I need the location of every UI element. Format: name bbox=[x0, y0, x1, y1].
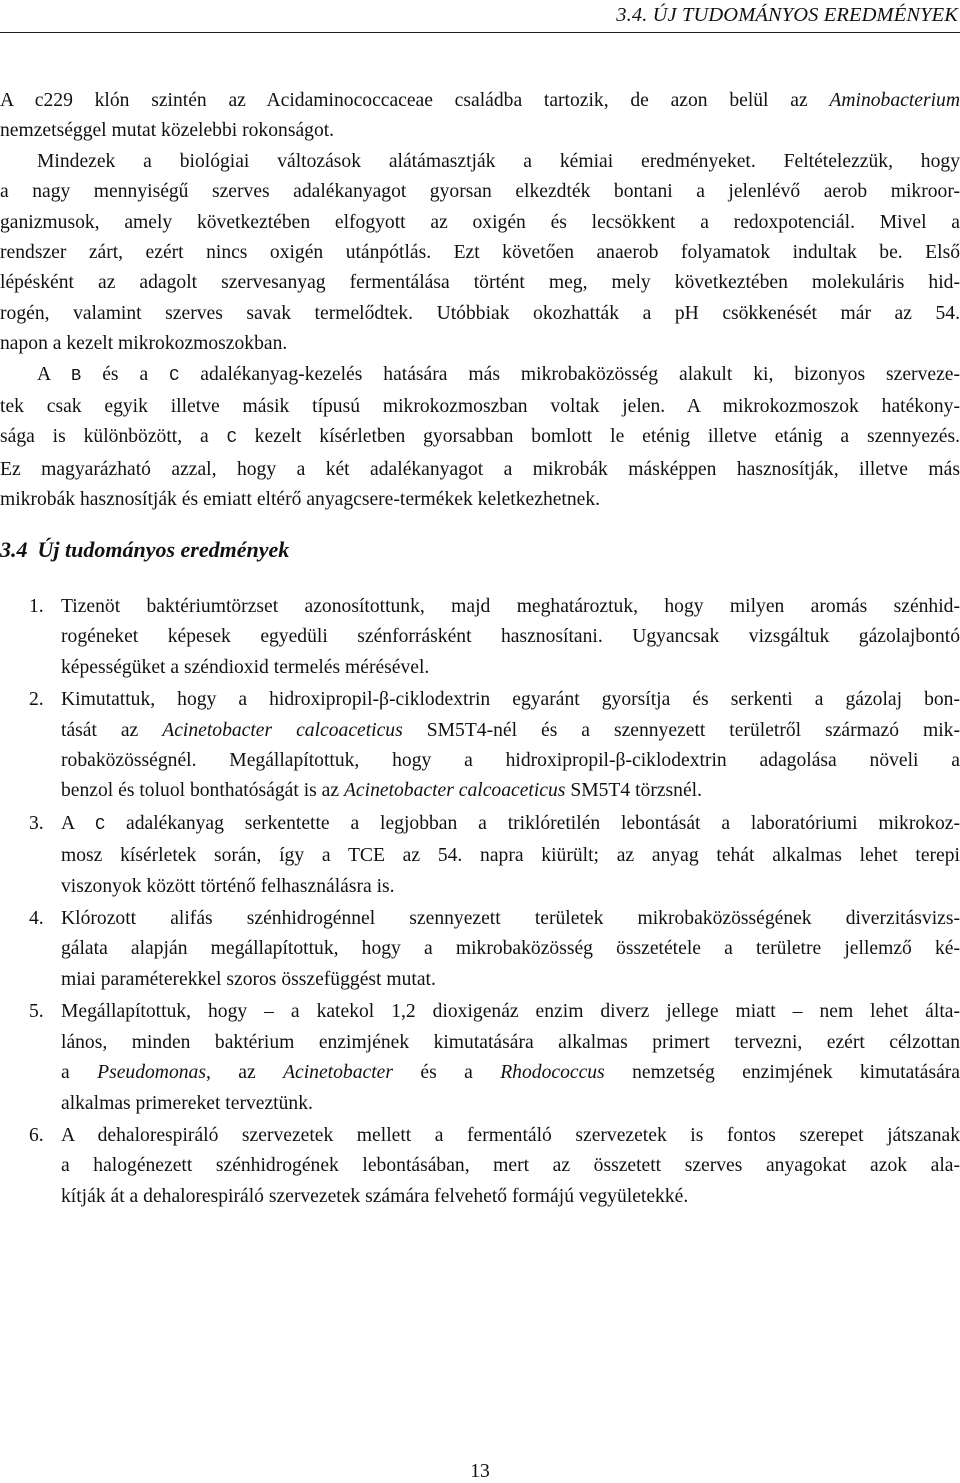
paragraph-1 bbox=[0, 86, 960, 147]
list-item bbox=[0, 592, 960, 683]
line: lános, minden baktérium enzimjének kimutatására alkalmas primert tervezni, ezért célzottan bbox=[61, 1031, 960, 1053]
section-number: 3.4 bbox=[0, 537, 28, 562]
line: nemzetséggel mutat közelebbi rokonságot. bbox=[0, 120, 335, 142]
body-text bbox=[0, 86, 960, 516]
line: mikrobák hasznosítják és emiatt eltérő anyagcsere-termékek keletkezhetnek. bbox=[0, 489, 601, 511]
list-marker: 3. bbox=[29, 812, 44, 834]
line: napon a kezelt mikrokozmoszokban. bbox=[0, 333, 288, 355]
section-title-text: Új tudományos eredmények bbox=[37, 537, 290, 562]
line: ganizmusok, amely következtében elfogyott az oxigén és lecsökkent a redoxpotenciál. Mivel a bbox=[0, 211, 960, 233]
line: alkalmas primereket terveztünk. bbox=[61, 1092, 313, 1114]
line: A B és a C adalékanyag-kezelés hatására más mikrobaközösség alakult ki, bizonyos szerveze- bbox=[37, 363, 960, 386]
line: a Pseudomonas, az Acinetobacter és a Rhodococcus nemzetség enzimjének kimutatására bbox=[61, 1062, 960, 1084]
paragraph-2 bbox=[0, 147, 960, 360]
line: a nagy mennyiségű szerves adalékanyagot gyorsan elkezdték bontani a jelenlévő aerob mikroor- bbox=[0, 181, 960, 203]
line: A C adalékanyag serkentette a legjobban a triklóretilén lebontását a laboratóriumi mikrokoz- bbox=[61, 812, 960, 835]
line: benzol és toluol bonthatóságát is az Acinetobacter calcoaceticus SM5T4 törzsnél. bbox=[61, 780, 703, 802]
list-item bbox=[0, 904, 960, 995]
line: Mindezek a biológiai változások alátámasztják a kémiai eredményeket. Feltételezzük, hogy bbox=[37, 150, 960, 172]
line: sága is különbözött, a C kezelt kísérletben gyorsabban bomlott le eténig illetve etánig a szennyezés. bbox=[0, 426, 960, 449]
line: rogéneket képesek egyedüli szénforrásként hasznosítani. Ugyancsak vizsgáltuk gázolajbontó bbox=[61, 626, 960, 648]
line: A c229 klón szintén az Acidaminococcaceae családba tartozik, de azon belül az Aminobacterium bbox=[0, 90, 960, 111]
line: gálata alapján megállapítottuk, hogy a mikrobaközösség összetétele a területre jellemző ké- bbox=[61, 938, 960, 960]
line: Klórozott alifás szénhidrogénnel szennyezett területek mikrobaközösségének diverzitásvizs- bbox=[61, 908, 960, 930]
line: miai paraméterekkel szoros összefüggést mutat. bbox=[61, 968, 436, 990]
header-rule bbox=[0, 32, 960, 33]
line: Kimutattuk, hogy a hidroxipropil-β-ciklodextrin egyaránt gyorsítja és serkenti a gázolaj bon- bbox=[61, 689, 960, 711]
paragraph-3 bbox=[0, 360, 960, 516]
line: viszonyok között történő felhasználásra is. bbox=[61, 875, 395, 897]
list-item bbox=[0, 997, 960, 1119]
line: képességüket a széndioxid termelés mérésével. bbox=[61, 656, 430, 678]
list-item bbox=[0, 685, 960, 807]
list-item bbox=[0, 1121, 960, 1212]
line: Tizenöt baktériumtörzset azonosítottunk, majd meghatároztuk, hogy milyen aromás szénhid- bbox=[61, 596, 960, 617]
line: Megállapítottuk, hogy – a katekol 1,2 dioxigenáz enzim diverz jellege miatt – nem lehet álta- bbox=[61, 1001, 960, 1023]
results-list bbox=[0, 592, 960, 1214]
list-marker: 4. bbox=[29, 908, 44, 930]
line: A dehalorespiráló szervezetek mellett a fermentáló szervezetek is fontos szerepet játszanak bbox=[61, 1124, 960, 1146]
list-marker: 2. bbox=[29, 689, 44, 711]
line: mosz kísérletek során, így a TCE az 54. napra kiürült; az anyag tehát alkalmas lehet terepi bbox=[61, 845, 960, 867]
line: rogén, valamint szerves savak termelődtek. Utóbbiak okozhatták a pH csökkenését már az 54. bbox=[0, 302, 960, 324]
line: Ez magyarázható azzal, hogy a két adalékanyagot a mikrobák másképpen hasznosítják, illetve más bbox=[0, 458, 960, 480]
line: robaközösségnél. Megállapítottuk, hogy a hidroxipropil-β-ciklodextrin adagolása növeli a bbox=[61, 750, 960, 772]
list-marker: 6. bbox=[29, 1124, 44, 1146]
list-item bbox=[0, 809, 960, 902]
list-marker: 1. bbox=[29, 596, 44, 617]
line: lépésként az adagolt szervesanyag fermentálása történt meg, mely következtében molekuláris hid- bbox=[0, 272, 960, 294]
page-number: 13 bbox=[470, 1461, 490, 1482]
line: tek csak egyik illetve másik típusú mikrokozmoszban voltak jelen. A mikrokozmoszok hatékony- bbox=[0, 396, 960, 418]
list-marker: 5. bbox=[29, 1001, 44, 1023]
line: tását az Acinetobacter calcoaceticus SM5T4-nél és a szennyezett területről származó mik- bbox=[61, 719, 960, 741]
line: a halogénezett szénhidrogének lebontásában, mert az összetett szerves anyagokat azok ala- bbox=[61, 1155, 960, 1177]
line: kítják át a dehalorespiráló szervezetek számára felvehető formájú vegyületekké. bbox=[61, 1185, 689, 1207]
running-header: 3.4. ÚJ TUDOMÁNYOS EREDMÉNYEK bbox=[616, 4, 958, 26]
line: rendszer zárt, ezért nincs oxigén utánpótlás. Ezt követően anaerob folyamatok indultak be. Első bbox=[0, 242, 960, 264]
section-heading bbox=[0, 537, 289, 563]
